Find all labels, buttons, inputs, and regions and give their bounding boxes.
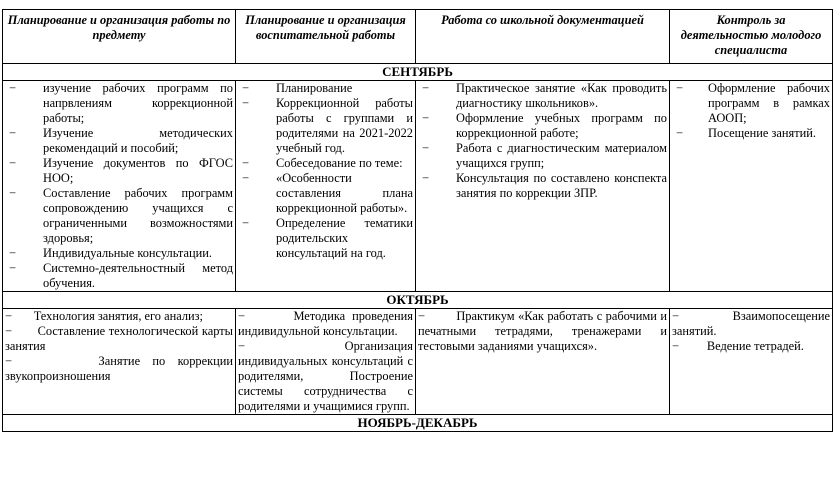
header-row	[3, 10, 833, 64]
paragraph: − Ведение тетрадей.	[672, 339, 804, 353]
september-col1-list	[5, 81, 233, 291]
paragraph: − Методика проведения индивидульной консультации.	[238, 309, 413, 338]
section-title-september: СЕНТЯБРЬ	[3, 64, 833, 81]
paragraph: − Технология занятия, его анализ;	[5, 309, 203, 323]
list-item: − Коррекционной работы работы с группами и родителями на 2021-2022 учебный год.	[242, 96, 413, 155]
section-title-october: ОКТЯБРЬ	[3, 292, 833, 309]
list-item: − Посещение занятий.	[676, 126, 817, 140]
september-col4-list	[672, 81, 830, 141]
september-content-row	[3, 81, 833, 292]
october-col4-cell	[670, 309, 833, 415]
list-item: − Определение тематики родительских консультаций на год.	[242, 216, 413, 260]
paragraph: − Организация индивидуальных консультаций с родителями, Построение системы сотрудничества с родителями и учащимися групп.	[238, 339, 413, 413]
september-col1-cell	[3, 81, 236, 292]
list-item: − Собеседование по теме:	[242, 156, 403, 170]
list-item: − Планирование	[242, 81, 353, 95]
september-col3-cell	[416, 81, 670, 292]
list-item: − Консультация по составлено конспекта занятия по коррекции ЗПР.	[422, 171, 667, 200]
section-row-october	[3, 292, 833, 309]
list-item: − Системно-деятельностный метод обучения.	[9, 261, 233, 290]
paragraph: − Практикум «Как работать с рабочими и печатными тетрадями, тренажерами и тестовыми заданиями учащихся».	[418, 309, 667, 353]
header-subject-planning: Планирование и организация работы по предмету	[3, 10, 236, 64]
list-item: − Изучение документов по ФГОС НОО;	[9, 156, 233, 185]
september-col2-cell	[236, 81, 416, 292]
september-col3-list	[418, 81, 667, 201]
october-col1-cell	[3, 309, 236, 415]
list-item: − «Особенности составления плана коррекционной работы».	[242, 171, 413, 215]
october-col2-cell	[236, 309, 416, 415]
header-documentation: Работа со школьной документацией	[416, 10, 670, 64]
list-item: − Изучение методических рекомендаций и пособий;	[9, 126, 233, 155]
september-col4-cell	[670, 81, 833, 292]
paragraph: − Занятие по коррекции звукопроизношения	[5, 354, 233, 383]
list-item: − Оформление учебных программ по коррекционной работе;	[422, 111, 667, 140]
list-item: − Практическое занятие «Как проводить диагностику школьников».	[422, 81, 667, 110]
header-control: Контроль за деятельностью молодого специалиста	[670, 10, 833, 64]
paragraph: − Взаимопосещение занятий.	[672, 309, 830, 338]
list-item: − изучение рабочих программ по напрвлениям коррекционной работы;	[9, 81, 233, 125]
section-row-november	[3, 415, 833, 432]
list-item: − Работа с диагностическим материалом учащихся групп;	[422, 141, 667, 170]
list-item: − Составление рабочих программ сопровождению учащихся с ограниченными возможностями здоровья;	[9, 186, 233, 245]
header-educational-planning: Планирование и организация воспитательной работы	[236, 10, 416, 64]
list-item: − Индивидуальные консультации.	[9, 246, 212, 260]
section-title-november: НОЯБРЬ-ДЕКАБРЬ	[3, 415, 833, 432]
mentoring-plan-table	[2, 9, 833, 432]
september-col2-list	[238, 81, 413, 261]
list-item: − Оформление рабочих программ в рамках АООП;	[676, 81, 830, 125]
october-content-row	[3, 309, 833, 415]
october-col3-cell	[416, 309, 670, 415]
paragraph: − Составление технологической карты занятия	[5, 324, 233, 353]
section-row-september	[3, 64, 833, 81]
